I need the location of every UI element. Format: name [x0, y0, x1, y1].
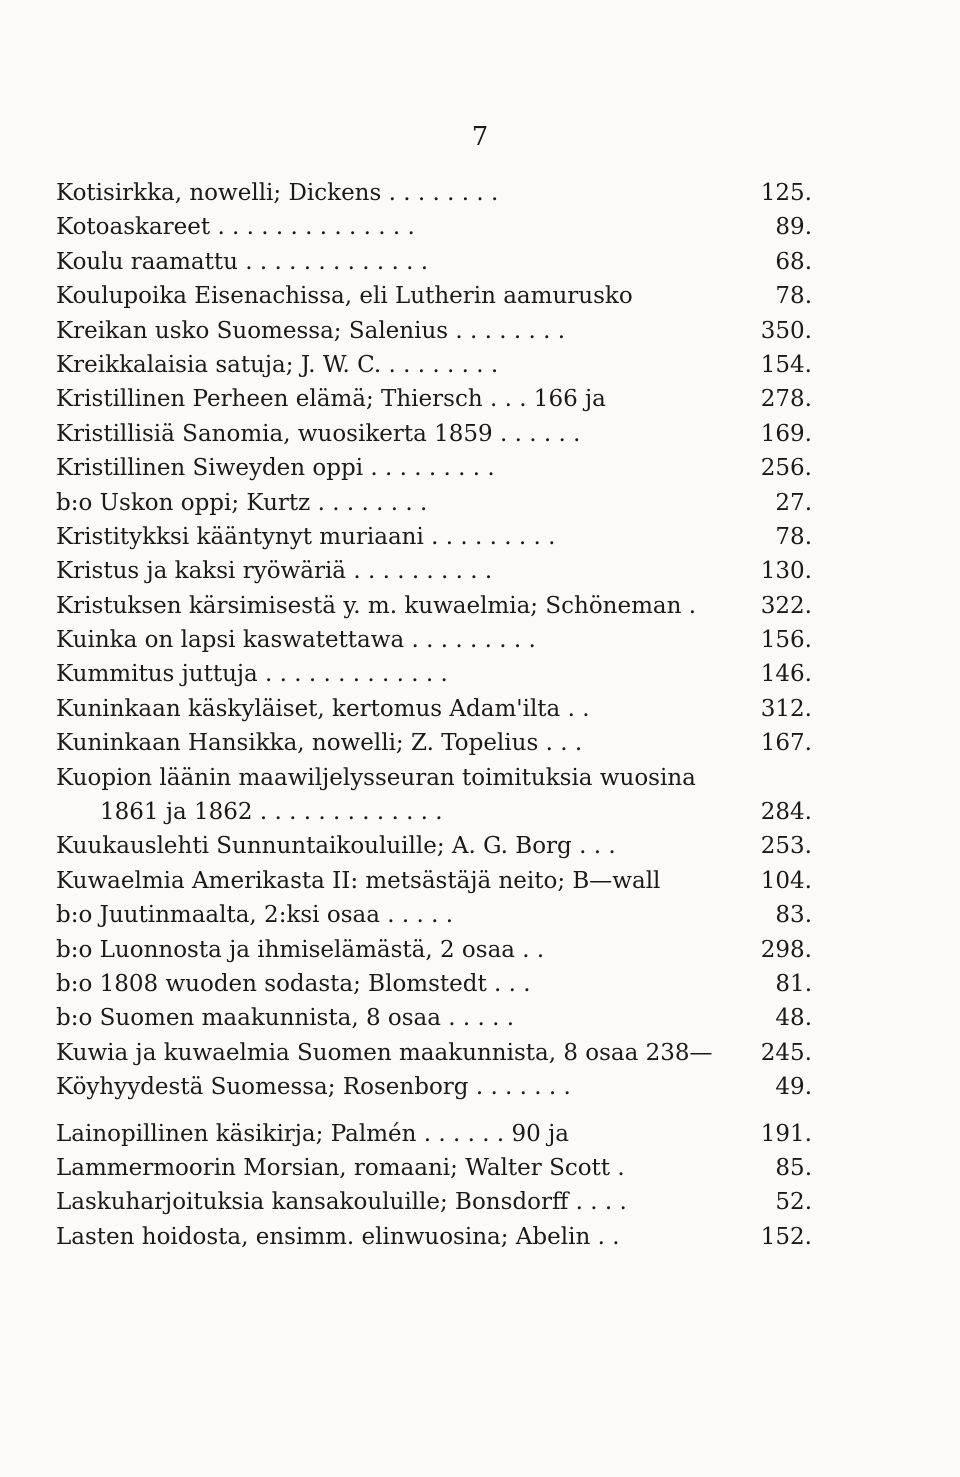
index-entry	[0, 864, 960, 898]
index-entry	[0, 1220, 960, 1254]
entry-page-ref: 312.	[760, 695, 812, 722]
entry-title: Koulu raamattu . . . . . . . . . . . . .	[56, 248, 429, 275]
entry-title: b:o Suomen maakunnista, 8 osaa . . . . .	[56, 1005, 515, 1032]
index-entry	[0, 898, 960, 932]
entry-title: Kotisirkka, nowelli; Dickens . . . . . . . .	[56, 180, 499, 206]
entry-title: Lasten hoidosta, ensimm. elinwuosina; Abelin . .	[56, 1223, 620, 1250]
index-entry	[0, 795, 960, 829]
index-entry	[0, 1185, 960, 1219]
entry-page-ref: 78.	[775, 523, 812, 550]
entry-title: Laskuharjoituksia kansakouluille; Bonsdorff . . . .	[56, 1189, 627, 1216]
entry-title: Kuninkaan Hansikka, nowelli; Z. Topelius . . .	[56, 730, 583, 757]
entry-page-ref: 81.	[775, 970, 812, 997]
entry-page-ref: 169.	[760, 420, 812, 447]
entry-page-ref: 104.	[760, 867, 812, 894]
entry-title: Kuinka on lapsi kaswatettawa . . . . . . . . .	[56, 627, 536, 654]
entry-page-ref: 256.	[760, 455, 812, 482]
page-number: 7	[471, 122, 489, 152]
index-entry	[0, 589, 960, 623]
entry-title: Kristillisiä Sanomia, wuosikerta 1859 . . . . . .	[56, 420, 581, 447]
entry-page-ref: 85.	[775, 1154, 812, 1181]
entry-page-ref: 49.	[775, 1074, 812, 1101]
index-entry	[0, 314, 960, 348]
index-entry	[0, 623, 960, 657]
index-entry	[0, 726, 960, 760]
index-entry	[0, 1070, 960, 1104]
index-entries	[0, 176, 960, 1254]
entry-title: Kuwaelmia Amerikasta II: metsästäjä neito; B—wall	[56, 867, 661, 894]
entry-page-ref: 278.	[760, 386, 812, 413]
entry-title: Lammermoorin Morsian, romaani; Walter Scott .	[56, 1154, 625, 1181]
index-entry	[0, 1001, 960, 1035]
entry-title: Koulupoika Eisenachissa, eli Lutherin aamurusko	[56, 283, 633, 310]
entry-title: Kummitus juttuja . . . . . . . . . . . . .	[56, 661, 448, 688]
entry-page-ref: 130.	[760, 558, 812, 585]
entry-title: Kreikan usko Suomessa; Salenius . . . . . . . .	[56, 317, 566, 344]
index-entry	[0, 210, 960, 244]
index-entry	[0, 1036, 960, 1070]
entry-title: b:o Juutinmaalta, 2:ksi osaa . . . . .	[56, 902, 454, 929]
entry-page-ref: 89.	[775, 214, 812, 241]
entry-page-ref: 154.	[760, 351, 812, 378]
section-spacer	[0, 1105, 960, 1117]
entry-page-ref: 322.	[760, 592, 812, 619]
entry-title: Kuwia ja kuwaelmia Suomen maakunnista, 8 osaa 238—	[56, 1039, 713, 1066]
entry-page-ref: 68.	[775, 248, 812, 275]
entry-title: Kotoaskareet . . . . . . . . . . . . . .	[56, 214, 415, 241]
index-entry	[0, 933, 960, 967]
index-entry	[0, 279, 960, 313]
entry-page-ref: 191.	[760, 1120, 812, 1147]
entry-page-ref: 245.	[760, 1039, 812, 1066]
entry-title: Kristitykksi kääntynyt muriaani . . . . . . . . .	[56, 523, 556, 550]
entry-title: Kuukauslehti Sunnuntaikouluille; A. G. Borg . . .	[56, 833, 616, 860]
index-entry	[0, 692, 960, 726]
entry-page-ref: 146.	[760, 661, 812, 688]
entry-title: Kristillinen Siweyden oppi . . . . . . . . .	[56, 455, 495, 482]
entry-page-ref: 125.	[760, 180, 812, 206]
entry-title: Kristus ja kaksi ryöwäriä . . . . . . . . . .	[56, 558, 493, 585]
entry-title: b:o Uskon oppi; Kurtz . . . . . . . .	[56, 489, 428, 516]
entry-page-ref: 152.	[760, 1223, 812, 1250]
index-entry	[0, 967, 960, 1001]
index-entry	[0, 176, 960, 210]
index-entry	[0, 1151, 960, 1185]
entry-page-ref: 167.	[760, 730, 812, 757]
entry-page-ref: 253.	[760, 833, 812, 860]
entry-title: b:o 1808 wuoden sodasta; Blomstedt . . .	[56, 970, 531, 997]
entry-page-ref: 350.	[760, 317, 812, 344]
entry-title: Kristuksen kärsimisestä y. m. kuwaelmia; Schöneman .	[56, 592, 697, 619]
entry-page-ref: 27.	[775, 489, 812, 516]
index-entry	[0, 520, 960, 554]
index-entry	[0, 554, 960, 588]
index-entry	[0, 451, 960, 485]
index-entry	[0, 761, 960, 795]
index-entry	[0, 829, 960, 863]
entry-page-ref: 83.	[775, 902, 812, 929]
index-entry	[0, 1117, 960, 1151]
index-entry	[0, 486, 960, 520]
index-entry	[0, 245, 960, 279]
entry-title: Kuopion läänin maawiljelysseuran toimituksia wuosina	[56, 764, 696, 791]
index-entry	[0, 348, 960, 382]
entry-page-ref: 156.	[760, 627, 812, 654]
index-entry	[0, 657, 960, 691]
entry-title: Köyhyydestä Suomessa; Rosenborg . . . . . . .	[56, 1074, 571, 1101]
entry-title: 1861 ja 1862 . . . . . . . . . . . . .	[100, 799, 443, 826]
entry-title: Kuninkaan käskyläiset, kertomus Adam'ilta . .	[56, 695, 590, 722]
entry-page-ref: 78.	[775, 283, 812, 310]
entry-title: Kreikkalaisia satuja; J. W. C. . . . . . . . .	[56, 351, 499, 378]
entry-title: b:o Luonnosta ja ihmiselämästä, 2 osaa . .	[56, 936, 545, 963]
entry-page-ref: 284.	[760, 799, 812, 826]
entry-title: Lainopillinen käsikirja; Palmén . . . . . . 90 ja	[56, 1120, 569, 1147]
index-entry	[0, 382, 960, 416]
entry-page-ref: 52.	[775, 1189, 812, 1216]
entry-page-ref: 48.	[775, 1005, 812, 1032]
entry-title: Kristillinen Perheen elämä; Thiersch . . . 166 ja	[56, 386, 606, 413]
entry-page-ref: 298.	[760, 936, 812, 963]
index-entry	[0, 417, 960, 451]
